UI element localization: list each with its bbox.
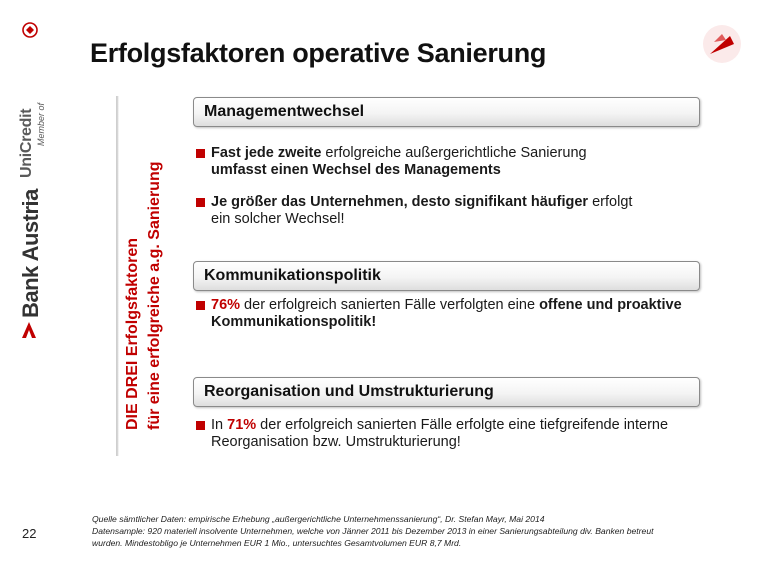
- bank-austria-logo-icon: [20, 320, 38, 340]
- page-title: Erfolgsfaktoren operative Sanierung: [90, 38, 547, 68]
- bullet-text: [196, 145, 756, 162]
- unicredit-logo-icon: [22, 22, 38, 38]
- bank-austria-wordmark: Bank Austria: [18, 189, 43, 318]
- bullet-continuation: [196, 162, 756, 179]
- bullet-segment: Fast jede zweite: [211, 145, 322, 161]
- bullet-square-icon: [196, 421, 205, 430]
- footnote-line: Quelle sämtlicher Daten: empirische Erhebung „außergerichtliche Unternehmenssanierung“, Dr. Stefan Mayr, Mai 2014: [92, 514, 545, 524]
- bullet-continuation: [196, 434, 756, 451]
- side-banner-text: [122, 161, 166, 430]
- source-footnote: [92, 513, 762, 549]
- side-banner-line1: DIE DREI Erfolgsfaktoren: [124, 237, 141, 430]
- bullet-segment: offene und proaktive: [539, 297, 682, 313]
- bullet-segment: erfolgreiche außergerichtliche Sanierung: [321, 145, 587, 161]
- bullet-text: [196, 194, 756, 211]
- bullet-segment: ein solcher Wechsel!: [211, 211, 345, 227]
- bullet-text: [196, 297, 756, 314]
- bullet-segment: Kommunikationspolitik!: [211, 314, 377, 330]
- section-header-managementwechsel: [193, 97, 700, 127]
- section-header-kommunikationspolitik: [193, 261, 700, 291]
- section-header-reorganisation: [193, 377, 700, 407]
- side-banner-line2: für eine erfolgreiche a.g. Sanierung: [146, 161, 163, 430]
- bullet-item: [196, 145, 756, 179]
- bullet-text: [196, 417, 756, 434]
- bullet-segment: der erfolgreich sanierten Fälle erfolgte eine tiefgreifende interne: [256, 417, 669, 433]
- section-header-label: Kommunikationspolitik: [204, 267, 381, 284]
- bullet-item: [196, 297, 756, 331]
- brand-strip: [0, 0, 72, 567]
- bullet-square-icon: [196, 198, 205, 207]
- member-of-label: Member of: [36, 102, 46, 146]
- bullet-segment: Je größer das Unternehmen, desto signifikant häufiger: [211, 194, 589, 210]
- bullet-item: [196, 417, 756, 451]
- page-number: 22: [22, 526, 37, 541]
- section-header-label: Reorganisation und Umstrukturierung: [204, 383, 494, 400]
- bullet-square-icon: [196, 301, 205, 310]
- footnote-line: wurden. Mindestobligo je Unternehmen EUR 1 Mio., untersuchtes Gesamtvolumen EUR 8,7 Mrd.: [92, 538, 462, 548]
- bullet-segment: 71%: [227, 417, 257, 433]
- bullet-segment: 76%: [211, 297, 241, 313]
- bullet-continuation: [196, 211, 756, 228]
- bullet-item: [196, 194, 756, 228]
- bullet-segment: umfasst einen Wechsel des Managements: [211, 162, 501, 178]
- unicredit-wordmark: UniCredit: [18, 108, 35, 178]
- bullet-segment: erfolgt: [588, 194, 633, 210]
- unicredit-corner-logo-icon: [700, 22, 744, 66]
- footnote-line: Datensample: 920 materiell insolvente Unternehmen, welche von Jänner 2011 bis Dezember 2013 in einer Sanierungsabteilung div. Banken betreut: [92, 526, 654, 536]
- bullet-continuation: [196, 314, 756, 331]
- section-header-label: Managementwechsel: [204, 103, 365, 120]
- bullet-segment: Reorganisation bzw. Umstrukturierung!: [211, 434, 461, 450]
- bullet-segment: In: [211, 417, 228, 433]
- bullet-segment: der erfolgreich sanierten Fälle verfolgten eine: [240, 297, 540, 313]
- bullet-square-icon: [196, 149, 205, 158]
